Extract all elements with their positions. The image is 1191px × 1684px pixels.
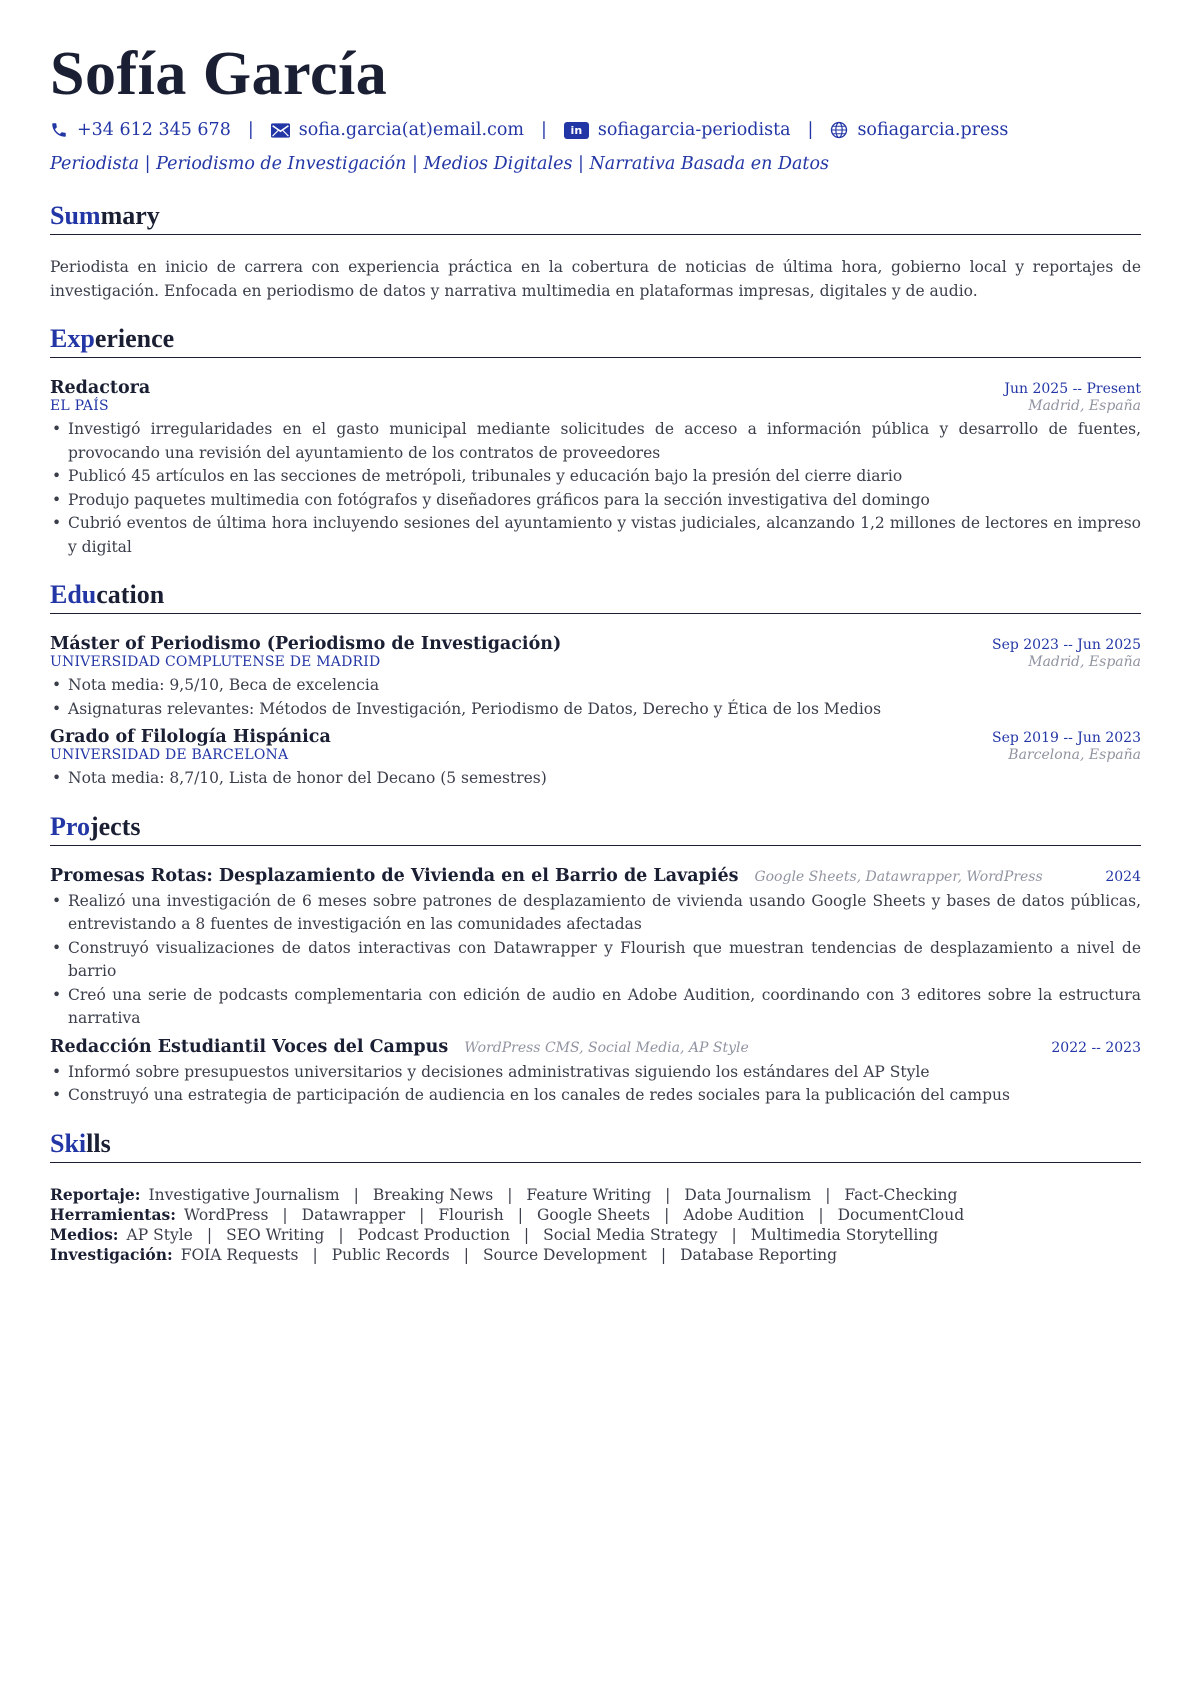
skill-item: WordPress xyxy=(183,1205,269,1224)
bullet: • Publicó 45 artículos en las secciones de metrópoli, tribunales y educación bajo la presión del cierre diario xyxy=(50,465,1141,489)
section-title xyxy=(50,1128,111,1160)
section-title xyxy=(50,323,174,355)
contact-separator: | xyxy=(807,120,814,140)
skill-category-label: Investigación: xyxy=(50,1244,173,1264)
bullet: • Realizó una investigación de 6 meses sobre patrones de desplazamiento de vivienda usando Google Sheets y bases de datos públicas, entrevistando a 8 fuentes de investigación en las comunidades afectadas xyxy=(50,890,1141,937)
bullet: • Construyó visualizaciones de datos interactivas con Datawrapper y Flourish que muestran tendencias de desplazamiento a nivel de barrio xyxy=(50,937,1141,984)
envelope-icon xyxy=(271,123,290,138)
section-title-accent: Sum xyxy=(50,201,101,230)
degree-title: Grado of Filología Hispánica xyxy=(50,727,331,747)
project-bullets xyxy=(50,890,1141,1031)
skill-item: Breaking News xyxy=(372,1185,494,1204)
project-bullets xyxy=(50,1061,1141,1108)
section-title-rest: jects xyxy=(89,811,141,841)
degree-bullets xyxy=(50,674,1141,721)
skill-category-label: Reportaje: xyxy=(50,1184,141,1204)
experience-section xyxy=(50,323,1141,559)
section-title-rest: cation xyxy=(96,580,165,609)
section-title-rest: mary xyxy=(100,201,160,230)
globe-icon xyxy=(830,121,848,139)
project-date: 2022 -- 2023 xyxy=(1051,1039,1141,1056)
contact-phone[interactable] xyxy=(50,120,231,140)
project-date: 2024 xyxy=(1105,868,1141,885)
email-text: sofia.garcia(at)email.com xyxy=(298,120,524,140)
skill-item: Podcast Production xyxy=(357,1225,510,1244)
skill-row xyxy=(50,1225,1141,1245)
summary-section xyxy=(50,200,1141,303)
degree-bullets xyxy=(50,767,1141,791)
contact-email[interactable] xyxy=(271,120,524,140)
skill-item: Database Reporting xyxy=(680,1245,838,1264)
section-title-accent: Edu xyxy=(50,580,97,609)
linkedin-text: sofiagarcia-periodista xyxy=(597,120,791,140)
skill-item: Flourish xyxy=(438,1205,504,1224)
contact-separator: | xyxy=(247,120,254,140)
skill-item: Social Media Strategy xyxy=(543,1225,718,1244)
skill-separator: | xyxy=(825,1185,831,1204)
project-tech: WordPress CMS, Social Media, AP Style xyxy=(464,1039,749,1056)
degree-location: Barcelona, España xyxy=(1008,747,1141,763)
tagline: Periodista | Periodismo de Investigación | Medios Digitales | Narrativa Basada en Datos xyxy=(50,154,829,174)
section-title xyxy=(50,811,140,843)
bullet: • Construyó una estrategia de participación de audiencia en los canales de redes sociales para la publicación del campus xyxy=(50,1084,1141,1108)
bullet: • Cubrió eventos de última hora incluyendo sesiones del ayuntamiento y vistas judiciales, alcanzando 1,2 millones de lectores en impreso y digital xyxy=(50,512,1141,559)
skill-separator: | xyxy=(353,1185,359,1204)
skill-separator: | xyxy=(282,1205,288,1224)
skill-separator: | xyxy=(419,1205,425,1224)
degree-title: Máster of Periodismo (Periodismo de Investigación) xyxy=(50,634,562,654)
section-title-accent: Ski xyxy=(50,1128,87,1158)
bullet: • Asignaturas relevantes: Métodos de Investigación, Periodismo de Datos, Derecho y Ética de los Medios xyxy=(50,698,1141,722)
skill-item: Public Records xyxy=(331,1245,450,1264)
skill-separator: | xyxy=(517,1205,523,1224)
degree-date: Sep 2023 -- Jun 2025 xyxy=(991,637,1141,653)
contact-website[interactable] xyxy=(830,120,1008,140)
bullet: • Produjo paquetes multimedia con fotógrafos y diseñadores gráficos para la sección investigativa del domingo xyxy=(50,489,1141,513)
skill-item: FOIA Requests xyxy=(180,1245,299,1264)
section-header xyxy=(50,579,1141,614)
skill-item: Adobe Audition xyxy=(683,1205,805,1224)
skill-separator: | xyxy=(507,1185,513,1204)
skill-item: SEO Writing xyxy=(226,1225,325,1244)
skill-row xyxy=(50,1205,1141,1225)
section-title-rest: lls xyxy=(86,1128,111,1158)
skill-item: DocumentCloud xyxy=(837,1205,965,1224)
skill-row xyxy=(50,1185,1141,1205)
bullet: • Creó una serie de podcasts complementaria con edición de audio en Adobe Audition, coordinando con 3 editores sobre la estructura narrativa xyxy=(50,984,1141,1031)
skill-separator: | xyxy=(665,1185,671,1204)
skill-item: Datawrapper xyxy=(301,1205,406,1224)
job-bullets xyxy=(50,418,1141,559)
last-name: García xyxy=(202,40,388,108)
bullet: • Informó sobre presupuestos universitarios y decisiones administrativas siguiendo los estándares del AP Style xyxy=(50,1061,1141,1085)
skill-item: Fact-Checking xyxy=(844,1185,958,1204)
skill-item: Source Development xyxy=(482,1245,647,1264)
job-date: Jun 2025 -- Present xyxy=(1004,381,1141,397)
project-entry xyxy=(50,866,1141,1031)
skill-item: Multimedia Storytelling xyxy=(750,1225,939,1244)
skill-item: AP Style xyxy=(126,1225,193,1244)
degree-date: Sep 2019 -- Jun 2023 xyxy=(991,730,1141,746)
skill-item: Google Sheets xyxy=(536,1205,651,1224)
section-header xyxy=(50,1128,1141,1163)
bullet: • Nota media: 9,5/10, Beca de excelencia xyxy=(50,674,1141,698)
project-entry xyxy=(50,1037,1141,1108)
section-title xyxy=(50,200,160,232)
skill-separator: | xyxy=(463,1245,469,1264)
contact-linkedin[interactable] xyxy=(564,120,791,140)
job-title: Redactora xyxy=(50,378,151,398)
project-title: Promesas Rotas: Desplazamiento de Vivienda en el Barrio de Lavapiés xyxy=(50,865,739,886)
section-header xyxy=(50,811,1141,846)
project-title: Redacción Estudiantil Voces del Campus xyxy=(50,1036,449,1057)
skill-item: Investigative Journalism xyxy=(148,1185,340,1204)
contact-bar xyxy=(50,116,1141,144)
education-entry xyxy=(50,634,1141,721)
skill-separator: | xyxy=(660,1245,667,1264)
skill-item: Data Journalism xyxy=(684,1185,812,1204)
skill-separator: | xyxy=(664,1205,670,1224)
contact-separator: | xyxy=(540,120,547,140)
institution: UNIVERSIDAD DE BARCELONA xyxy=(50,747,289,763)
experience-entry xyxy=(50,378,1141,559)
section-title xyxy=(50,579,164,611)
linkedin-icon: in xyxy=(564,122,589,139)
skill-separator: | xyxy=(818,1205,824,1224)
skill-separator: | xyxy=(731,1225,737,1244)
summary-text: Periodista en inicio de carrera con experiencia práctica en la cobertura de noticias de última hora, gobierno local y reportajes de investigación. Enfocada en periodismo de datos y narrativa multimedia en plataformas impresas, digitales y de audio. xyxy=(50,258,1141,300)
section-title-accent: Exp xyxy=(50,324,95,353)
website-text: sofiagarcia.press xyxy=(857,120,1009,140)
first-name: Sofía xyxy=(50,40,187,108)
skill-separator: | xyxy=(206,1225,213,1244)
section-header xyxy=(50,323,1141,358)
education-entry xyxy=(50,727,1141,791)
phone-text: +34 612 345 678 xyxy=(77,120,231,140)
skill-item: Feature Writing xyxy=(526,1185,652,1204)
skill-separator: | xyxy=(312,1245,318,1264)
skills-section xyxy=(50,1128,1141,1265)
bullet: • Investigó irregularidades en el gasto municipal mediante solicitudes de acceso a información pública y desarrollo de fuentes, provocando una revisión del ayuntamiento de los contratos de proveedores xyxy=(50,418,1141,465)
projects-section xyxy=(50,811,1141,1108)
candidate-name xyxy=(50,38,1141,110)
degree-location: Madrid, España xyxy=(1028,654,1141,670)
job-location: Madrid, España xyxy=(1028,398,1141,414)
skill-separator: | xyxy=(523,1225,530,1244)
bullet: • Nota media: 8,7/10, Lista de honor del Decano (5 semestres) xyxy=(50,767,1141,791)
section-header xyxy=(50,200,1141,235)
skill-separator: | xyxy=(338,1225,344,1244)
education-section xyxy=(50,579,1141,791)
section-title-accent: Pro xyxy=(50,811,90,841)
skill-row xyxy=(50,1245,1141,1265)
project-tech: Google Sheets, Datawrapper, WordPress xyxy=(754,868,1043,885)
section-title-rest: erience xyxy=(94,324,175,353)
skill-category-label: Herramientas: xyxy=(50,1204,176,1224)
institution: UNIVERSIDAD COMPLUTENSE DE MADRID xyxy=(50,654,381,670)
skills-list xyxy=(50,1185,1141,1265)
skill-category-label: Medios: xyxy=(50,1224,119,1244)
employer: EL PAÍS xyxy=(50,398,109,414)
phone-icon xyxy=(50,121,68,139)
